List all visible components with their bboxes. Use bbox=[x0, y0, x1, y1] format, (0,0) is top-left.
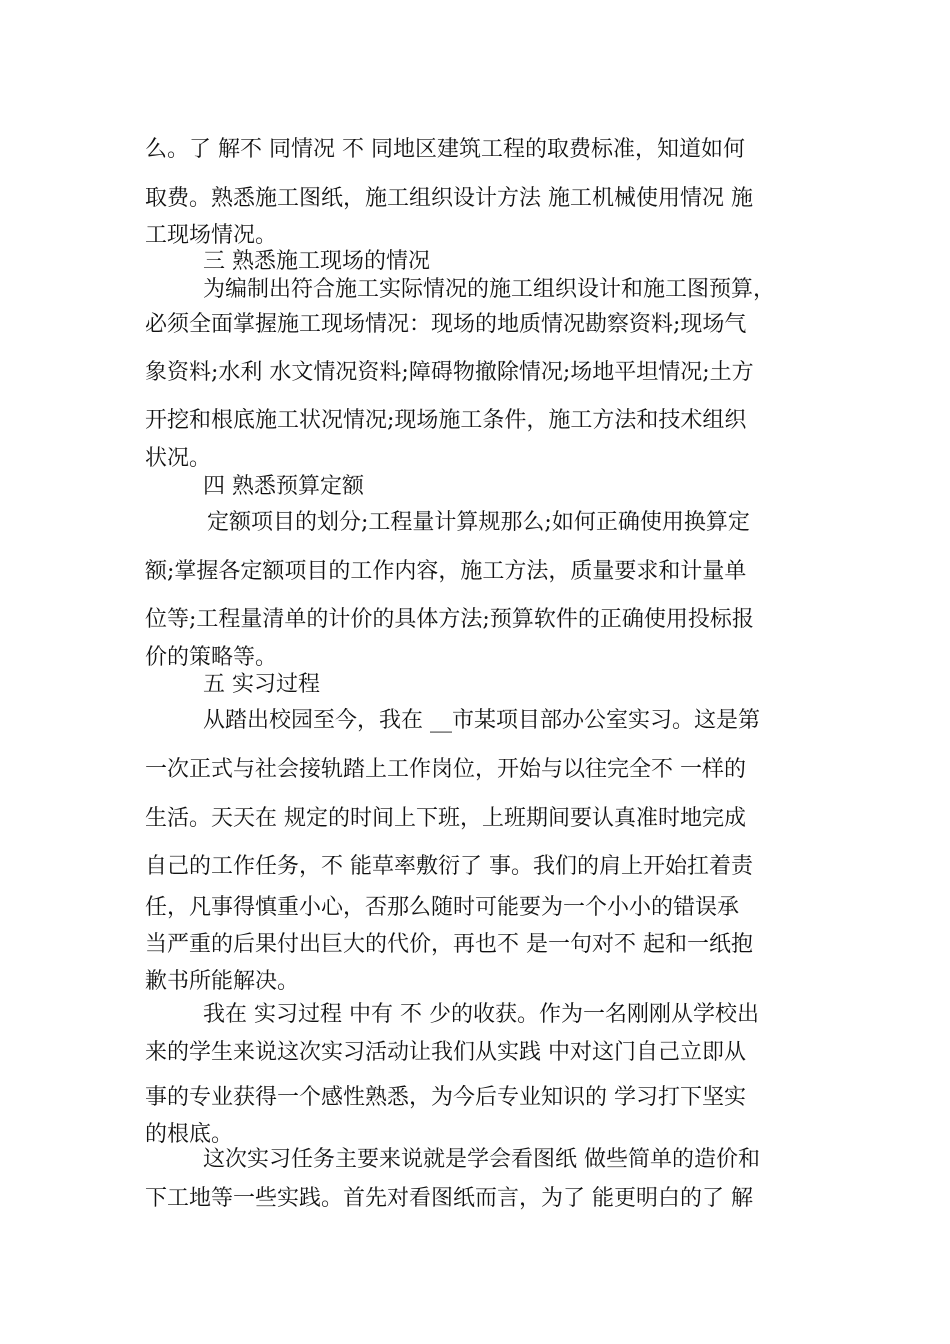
text-line: 必须全面掌握施工现场情况：现场的地质情况勘察资料;现场气 bbox=[145, 312, 747, 337]
text-line: 位等;工程量清单的计价的具体方法;预算软件的正确使用投标报 bbox=[145, 607, 754, 632]
text-line: 象资料;水利 水文情况资料;障碍物撤除情况;场地平坦情况;土方 bbox=[145, 360, 754, 385]
text-line: 取费。熟悉施工图纸，施工组织设计方法 施工机械使用情况 施 bbox=[145, 186, 753, 211]
text-line: 的根底。 bbox=[145, 1122, 234, 1147]
section-heading: 四 熟悉预算定额 bbox=[203, 474, 364, 499]
text-line: 当严重的后果付出巨大的代价，再也不 是一句对不 起和一纸抱 bbox=[145, 932, 753, 957]
text-line: 额;掌握各定额项目的工作内容，施工方法，质量要求和计量单 bbox=[145, 559, 747, 584]
section-heading: 三 熟悉施工现场的情况 bbox=[203, 249, 430, 274]
section-heading: 五 实习过程 bbox=[203, 672, 320, 697]
text-line: 下工地等一些实践。首先对看图纸而言，为了 能更明白的了 解 bbox=[145, 1186, 753, 1211]
text-line: 来的学生来说这次实习活动让我们从实践 中对这门自己立即从 bbox=[145, 1040, 746, 1065]
text-line: 从踏出校园至今，我在 __市某项目部办公室实习。这是第 bbox=[203, 708, 760, 733]
text-line: 价的策略等。 bbox=[145, 645, 278, 670]
text-line: 工现场情况。 bbox=[145, 223, 278, 248]
text-line: 开挖和根底施工状况情况;现场施工条件，施工方法和技术组织 bbox=[145, 408, 747, 433]
text-line: 一次正式与社会接轨踏上工作岗位，开始与以往完全不 一样的 bbox=[145, 757, 746, 782]
text-line: 任，凡事得慎重小心，否那么随时可能要为一个小小的错误承 bbox=[145, 895, 740, 920]
text-line: 自己的工作任务，不 能草率敷衍了 事。我们的肩上开始扛着责 bbox=[145, 854, 753, 879]
text-line: 生活。天天在 规定的时间上下班，上班期间要认真准时地完成 bbox=[145, 806, 746, 831]
text-line: 定额项目的划分;工程量计算规那么;如何正确使用换算定 bbox=[207, 510, 750, 535]
text-line: 事的专业获得一个感性熟悉，为今后专业知识的 学习打下坚实 bbox=[145, 1085, 746, 1110]
text-line: 我在 实习过程 中有 不 少的收获。作为一名刚刚从学校出 bbox=[203, 1002, 759, 1027]
text-line: 为编制出符合施工实际情况的施工组织设计和施工图预算， bbox=[203, 277, 776, 302]
text-line: 歉书所能解决。 bbox=[145, 969, 300, 994]
text-line: 么。了 解不 同情况 不 同地区建筑工程的取费标准，知道如何 bbox=[145, 137, 745, 162]
text-line: 状况。 bbox=[145, 446, 212, 471]
text-line: 这次实习任务主要来说就是学会看图纸 做些简单的造价和 bbox=[203, 1147, 760, 1172]
